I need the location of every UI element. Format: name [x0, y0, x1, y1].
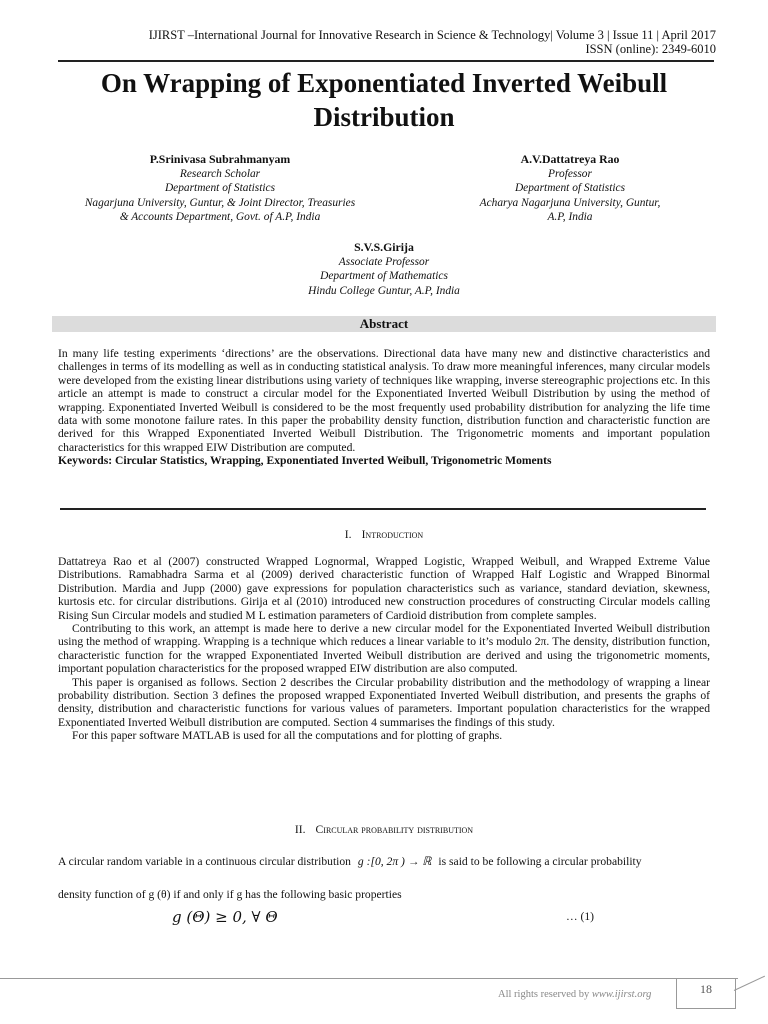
abstract-body	[58, 347, 710, 468]
title-line-1: On Wrapping of Exponentiated Inverted Weibull	[100, 68, 668, 98]
author-role: Associate Professor	[338, 255, 430, 268]
author-affiliation: Hindu College Guntur, A.P, India	[308, 284, 460, 297]
footer-rule	[0, 978, 738, 979]
author-affiliation: Nagarjuna University, Guntur, & Joint Director, Treasuries	[84, 196, 356, 209]
paragraph: For this paper software MATLAB is used for all the computations and for plotting of graphs.	[72, 729, 503, 743]
abstract-heading: Abstract	[52, 316, 716, 332]
section-number: II.	[294, 823, 306, 836]
section-heading-circular-distribution	[58, 823, 710, 837]
issn-line: ISSN (online): 2349-6010	[585, 42, 716, 56]
author-2	[420, 152, 720, 225]
abstract-rule	[60, 508, 706, 510]
author-name: S.V.S.Girija	[354, 240, 414, 254]
author-dept: Department of Mathematics	[320, 270, 448, 283]
section-title: Circular probability distribution	[315, 823, 474, 836]
title-line-2: Distribution	[313, 102, 455, 132]
keywords: Keywords: Circular Statistics, Wrapping, Exponentiated Inverted Weibull, Trigonometric Moments	[58, 454, 552, 468]
author-role: Research Scholar	[179, 167, 261, 180]
author-dept: Department of Statistics	[164, 182, 276, 195]
paragraph: This paper is organised as follows. Section 2 describes the Circular probability distribution and the methodology of wrapping a linear probability distribution. Section 3 defines the proposed wrapped Exponentiated Inverted Weibull distribution, and presents the graphs of density, distribution and characteristic functions for various values of parameters. Important population characteristics for the wrapped Exponentiated Inverted Weibull distribution are computed. Section 4 summarises the findings of this study.	[58, 675, 710, 729]
author-affiliation: & Accounts Department, Govt. of A.P, India	[119, 211, 321, 224]
footer-rights: All rights reserved by www.ijirst.org	[498, 989, 652, 1000]
page-corner-decoration	[734, 976, 765, 991]
author-name: P.Srinivasa Subrahmanyam	[149, 152, 291, 166]
paper-title	[40, 66, 728, 134]
paragraph: Contributing to this work, an attempt is made here to derive a new circular model for the Exponentiated Inverted Weibull distribution using the method of wrapping. Wrapping is a technique which reduces a linear variable to it’s modulo 2π. The density, distribution function, characteristic function for the wrapped Exponentiated Inverted Weibull distribution are derived and using the trigonometric moments, important population characteristics for the proposed wrapped EIW distribution are also computed.	[58, 622, 710, 676]
author-3	[234, 240, 534, 298]
section-number: I.	[344, 528, 352, 541]
section-title: Introduction	[361, 528, 424, 541]
equation-1: g (Θ) ≥ 0, ∀ Θ	[172, 908, 278, 926]
footer-site: www.ijirst.org	[591, 989, 652, 1000]
author-dept: Department of Statistics	[514, 182, 626, 195]
math-expression: g :[0, 2π ) → ℝ	[357, 855, 432, 868]
introduction-body	[58, 555, 710, 743]
section-heading-introduction	[58, 528, 710, 542]
author-affiliation: A.P, India	[547, 211, 593, 224]
journal-header: IJIRST –International Journal for Innovative Research in Science & Technology| Volume 3 | Issue 11 | April 2017	[148, 28, 716, 42]
section2-line-1: A circular random variable in a continuous circular distribution g :[0, 2π ) → ℝ is said to be following a circular probability	[58, 855, 642, 868]
author-role: Professor	[548, 167, 592, 180]
equation-number: … (1)	[566, 910, 595, 923]
paragraph: Dattatreya Rao et al (2007) constructed Wrapped Lognormal, Wrapped Logistic, Wrapped Weibull, and Wrapped Extreme Value Distributions. Ramabhadra Sarma et al (2009) derived characteristic function of Wrapped Half Logistic and Wrapped Binormal Distribution. Mardia and Jupp (2000) gave expressions for population characteristics such as variance, standard deviation, skewness, kurtosis etc. for circular distributions. Girija et al (2010) introduced new construction procedures of constructing Circular models calling Rising Sun Circular models and studied M L estimation parameters of Cardioid distribution from complete samples.	[58, 555, 710, 622]
abstract-text: In many life testing experiments ‘directions’ are the observations. Directional data have many new and distinctive characteristics and challenges in terms of its modelling as well as in conducting statistical analysis. To draw more meaningful inferences, many circular models were developed from the existing linear distributions using variety of techniques like wrapping, inverse stereographic projections etc. In this article an attempt is made to construct a circular model for the Exponentiated Inverted Weibull Distribution by using the method of wrapping. Exponentiated Inverted Weibull is considered to be the most frequently used probability distribution for analyzing the life time data with some monotone failure rates. In this paper the probability density function, distribution function and characteristic function are derived for this Wrapped Exponentiated Inverted Weibull Distribution. The Trigonometric moments and important population characteristics for this wrapped EIW Distribution are computed.	[58, 347, 710, 454]
author-affiliation: Acharya Nagarjuna University, Guntur,	[479, 196, 661, 209]
header-rule	[58, 60, 714, 62]
section2-line-2: density function of g (θ) if and only if g has the following basic properties	[58, 888, 402, 901]
author-1	[40, 152, 400, 225]
page-number: 18	[676, 978, 736, 1009]
author-name: A.V.Dattatreya Rao	[520, 152, 620, 166]
